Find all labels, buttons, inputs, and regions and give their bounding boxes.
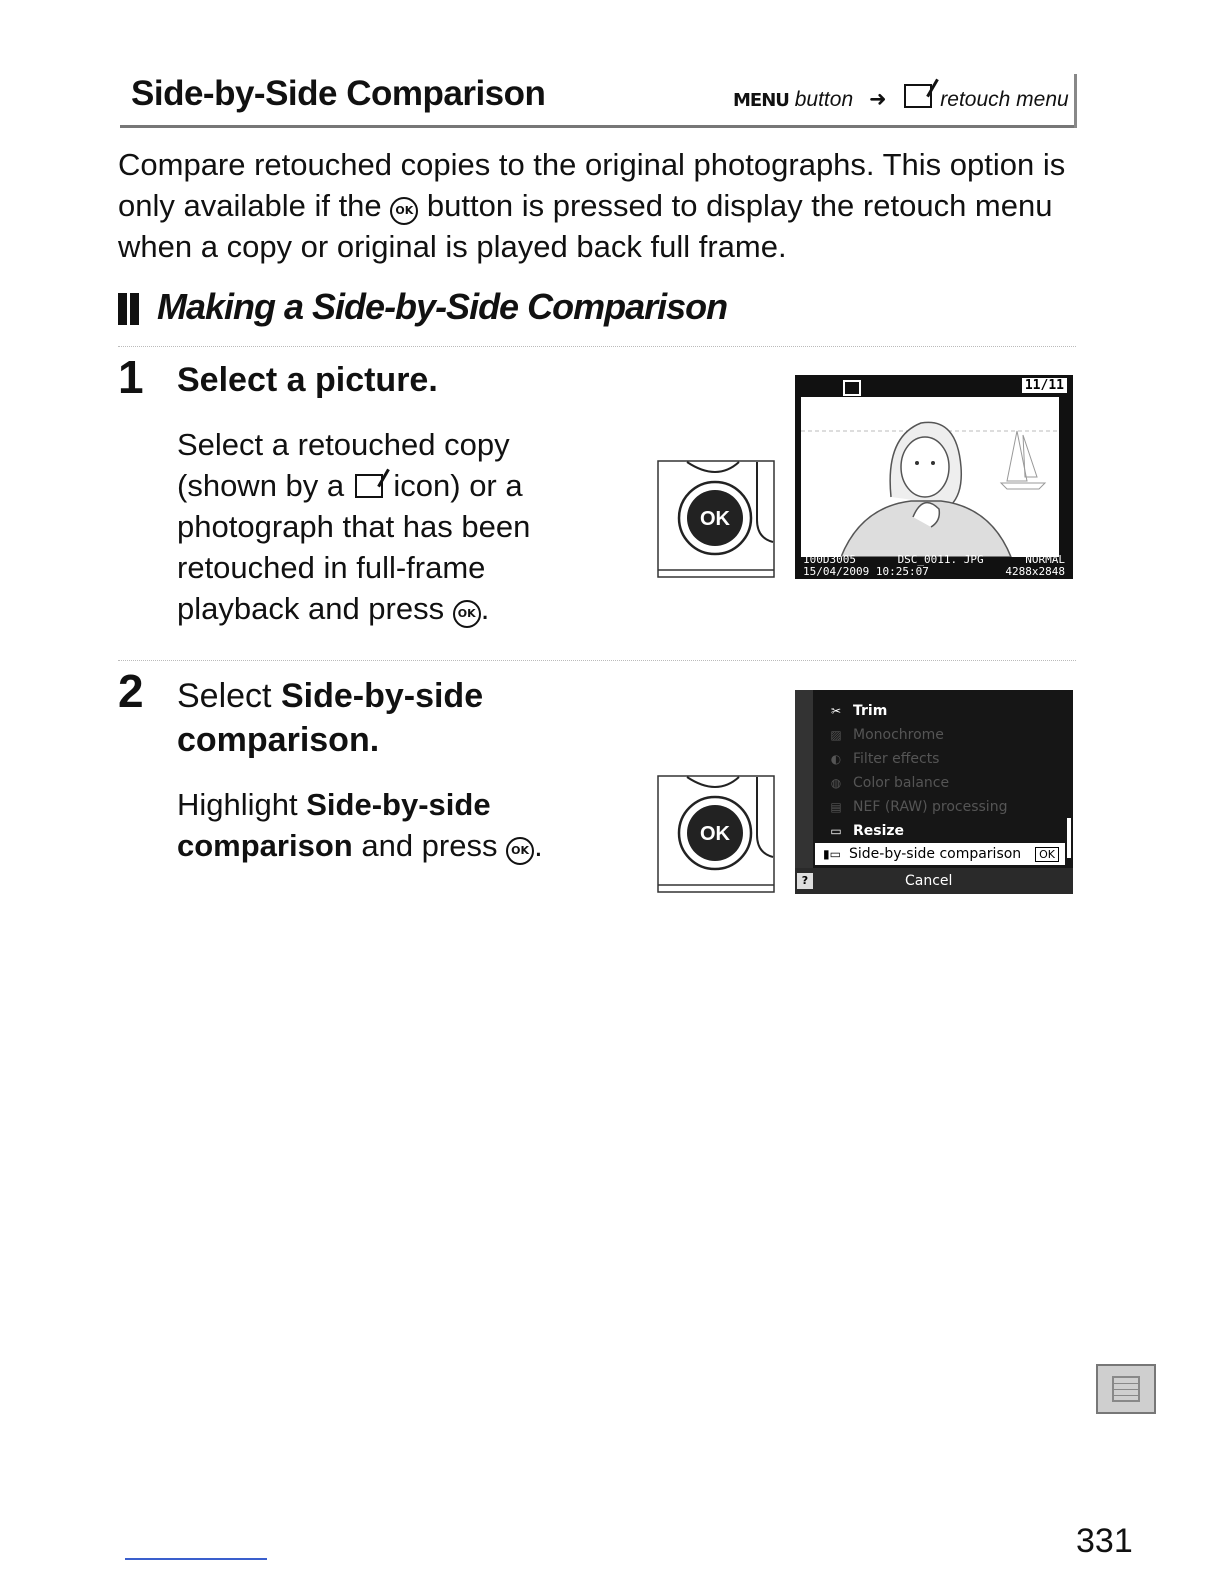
image-quality: NORMAL: [1025, 553, 1065, 566]
footer-line: [125, 1558, 267, 1560]
ok-button-icon: OK: [453, 600, 481, 628]
step-text: [177, 784, 577, 866]
photo-illustration: [801, 397, 1059, 557]
cancel-bar: [795, 868, 1073, 894]
ok-button-icon: OK: [390, 197, 418, 225]
file-name: DSC_0011. JPG: [897, 553, 984, 566]
step-heading: [177, 674, 537, 762]
ok-label: OK: [700, 823, 730, 845]
retouch-icon: [843, 380, 861, 396]
photo-info: [803, 554, 1065, 578]
filter-icon: ◐: [830, 752, 842, 766]
menu-guide-tab-icon: [1096, 1364, 1156, 1414]
intro-part1: Compare retouched copies to the original photographs. This option is only available if the: [118, 147, 1066, 223]
section-marker-icon: [118, 293, 152, 325]
step-number: 2: [118, 665, 144, 717]
menu-item-side-by-side[interactable]: [815, 843, 1065, 865]
retouch-icon: [355, 474, 383, 498]
step-number: 1: [118, 351, 144, 403]
step-heading-plain: Select: [177, 677, 272, 715]
button-word: button: [794, 88, 854, 111]
step-text-b: icon) or a photograph that has been retouched in full-frame playback and press: [177, 468, 531, 626]
menu-tab-strip: [795, 690, 813, 894]
scrollbar: [1067, 818, 1071, 858]
page-title: Side-by-Side Comparison: [131, 74, 546, 113]
cancel-label[interactable]: Cancel: [905, 873, 953, 889]
menu-item-trim[interactable]: [819, 700, 1065, 722]
step-text-b: and press: [361, 828, 498, 863]
menu-item-label: Resize: [853, 823, 905, 839]
page-number: 331: [1076, 1522, 1133, 1560]
step-text-a: Highlight: [177, 787, 298, 822]
frame-counter: 11/11: [1022, 378, 1067, 393]
retouch-icon: [904, 84, 932, 108]
scissors-icon: ✂: [830, 704, 842, 718]
ok-tag: OK: [1035, 847, 1059, 862]
menu-item-label: Filter effects: [853, 751, 940, 767]
section-title: Making a Side-by-Side Comparison: [157, 286, 728, 327]
retouch-menu-screen: [795, 690, 1073, 894]
step-text-a: Select a retouched copy (shown by a: [177, 427, 510, 503]
resize-icon: ▭: [830, 824, 842, 838]
intro-paragraph: [118, 144, 1078, 267]
menu-item-label: Monochrome: [853, 727, 944, 743]
intro-part2: button is pressed to display the retouch menu when a copy or original is played back full frame.: [118, 188, 1053, 264]
side-by-side-icon: ▮▭: [823, 847, 841, 861]
menu-item-label: Color balance: [853, 775, 950, 791]
ok-label: OK: [700, 508, 730, 530]
step-text-bold: Side-by-side comparison: [177, 787, 491, 863]
menu-item-monochrome[interactable]: [819, 724, 1065, 746]
help-icon[interactable]: ?: [797, 873, 813, 889]
step-text-c: .: [534, 828, 543, 863]
menu-word: MENU: [733, 90, 789, 111]
menu-item-label: Side-by-side comparison: [849, 846, 1022, 862]
image-size: 4288x2848: [1005, 565, 1065, 578]
monochrome-icon: ▨: [830, 728, 842, 742]
menu-item-label: NEF (RAW) processing: [853, 799, 1008, 815]
arrow-icon: ➜: [868, 88, 887, 111]
menu-item-color-balance[interactable]: [819, 772, 1065, 794]
menu-item-filter-effects[interactable]: [819, 748, 1065, 770]
divider: [118, 660, 1076, 661]
menu-item-nef-processing[interactable]: [819, 796, 1065, 818]
raw-icon: ▤: [830, 800, 842, 814]
color-balance-icon: ◍: [830, 776, 842, 790]
header-rule-tick: [1074, 74, 1077, 128]
step-text-c: .: [480, 591, 490, 626]
header-rule: [120, 125, 1076, 128]
step-text: [177, 424, 577, 629]
menu-breadcrumb: [733, 84, 1069, 112]
menu-item-label: Trim: [853, 703, 888, 719]
folder-frame: 100D3005: [803, 553, 856, 566]
step-heading: Select a picture.: [177, 361, 438, 399]
playback-screen: [795, 375, 1073, 579]
breadcrumb-destination: retouch menu: [940, 88, 1069, 111]
ok-button-illustration: [657, 775, 775, 893]
date-time: 15/04/2009 10:25:07: [803, 565, 929, 578]
ok-button-illustration: [657, 460, 775, 578]
ok-button-icon: OK: [506, 837, 534, 865]
menu-item-resize[interactable]: [819, 820, 1065, 842]
step-heading-bold: Side-by-side comparison.: [177, 677, 484, 759]
divider: [118, 346, 1076, 347]
